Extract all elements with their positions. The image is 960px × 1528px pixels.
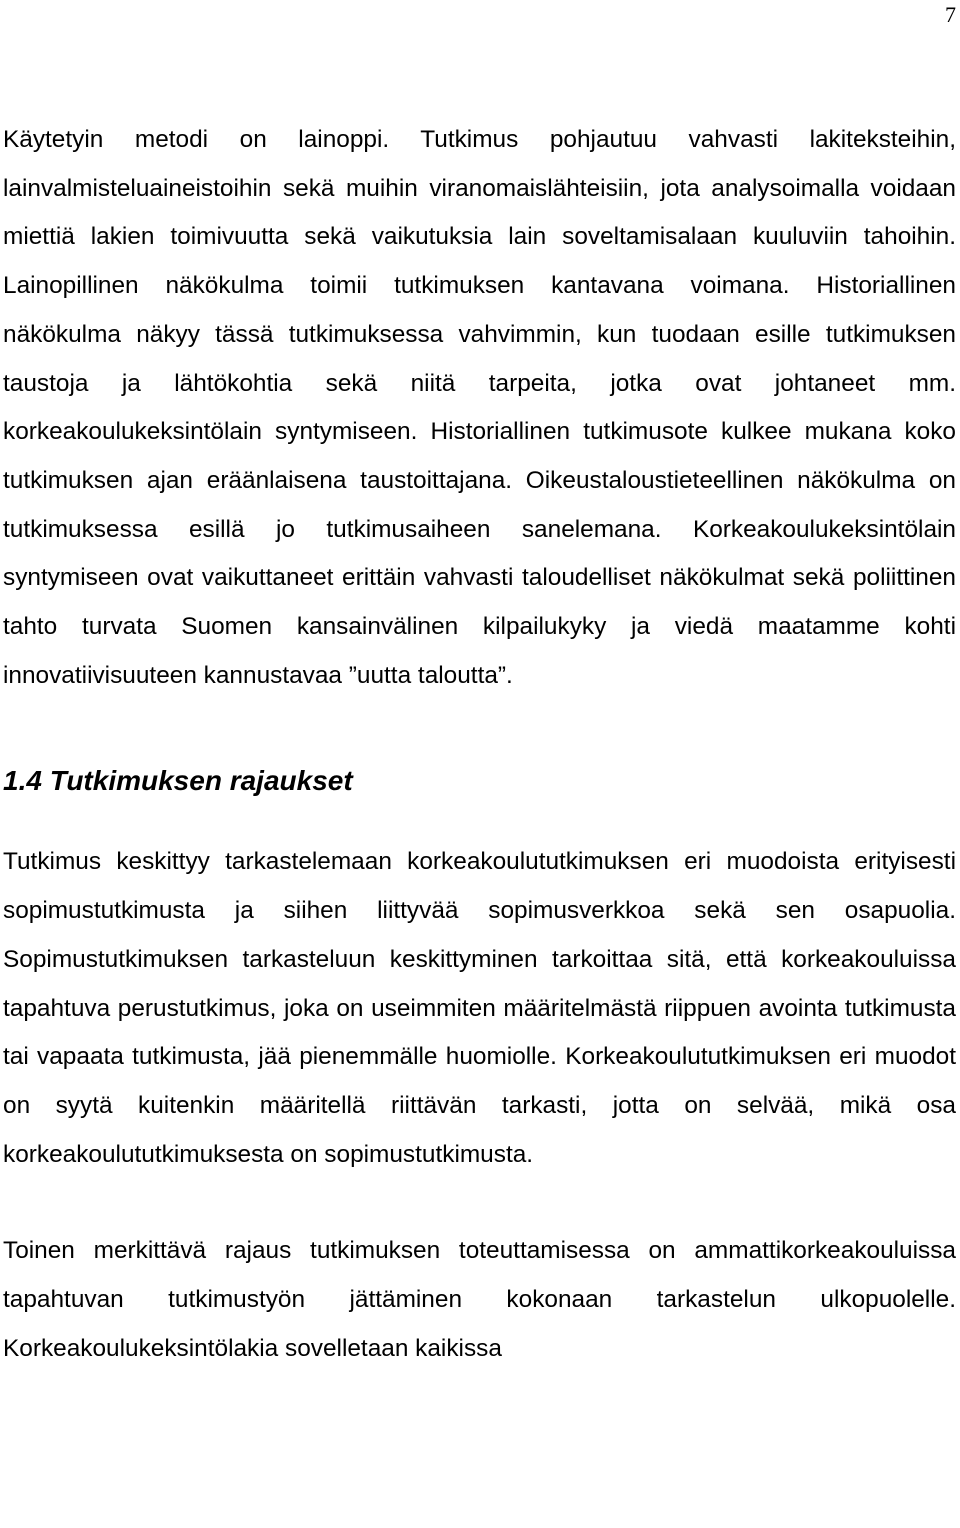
paragraph-second-limitation: Toinen merkittävä rajaus tutkimuksen toteuttamisessa on ammattikorkeakouluissa tapahtuvan tutkimustyön jättäminen kokonaan tarkastelun ulkopuolelle. Korkeakoulukeksintölakia sovelletaan kaikissa: [3, 1237, 956, 1362]
paragraph-methods: Käytetyin metodi on lainoppi. Tutkimus pohjautuu vahvasti lakiteksteihin, lainvalmisteluaineistoihin sekä muihin viranomaislähteisiin, jota analysoimalla voidaan miettiä lakien toimivuutta sekä vaikutuksia lain soveltamisalaan kuuluviin tahoihin. Lainopillinen näkökulma toimii tutkimuksen kantavana voimana. Historiallinen näkökulma näkyy tässä tutkimuksessa vahvimmin, kun tuodaan esille tutkimuksen taustoja ja lähtökohtia sekä niitä tarpeita, jotka ovat johtaneet mm. korkeakoulukeksintölain syntymiseen. Historiallinen tutkimusote kulkee mukana koko tutkimuksen ajan eräänlaisena taustoittajana. Oikeustaloustieteellinen näkökulma on tutkimuksessa esillä jo tutkimusaiheen sanelemana. Korkeakoulukeksintölain syntymiseen ovat vaikuttaneet erittäin vahvasti taloudelliset näkökulmat sekä poliittinen tahto turvata Suomen kansainvälinen kilpailukyky ja viedä maatamme kohti innovatiivisuuteen kannustavaa ”uutta taloutta”.: [3, 126, 956, 689]
section-number: 1.4: [3, 765, 42, 797]
section-title: Tutkimuksen rajaukset: [49, 765, 353, 797]
paragraph-scope: Tutkimus keskittyy tarkastelemaan korkeakoulututkimuksen eri muodoista erityisesti sopimustutkimusta ja siihen liittyvää sopimusverkkoa sekä sen osapuolia. Sopimustutkimuksen tarkasteluun keskittyminen tarkoittaa sitä, että korkeakouluissa tapahtuva perustutkimus, joka on useimmiten määritelmästä riippuen avointa tutkimusta tai vapaata tutkimusta, jää pienemmälle huomiolle. Korkeakoulututkimuksen eri muodot on syytä kuitenkin määritellä riittävän tarkasti, jotta on selvää, mikä osa korkeakoulututkimuksesta on sopimustutkimusta.: [3, 848, 956, 1168]
document-body: [3, 116, 956, 1373]
page-number: 7: [945, 2, 956, 27]
section-heading: [3, 764, 956, 798]
